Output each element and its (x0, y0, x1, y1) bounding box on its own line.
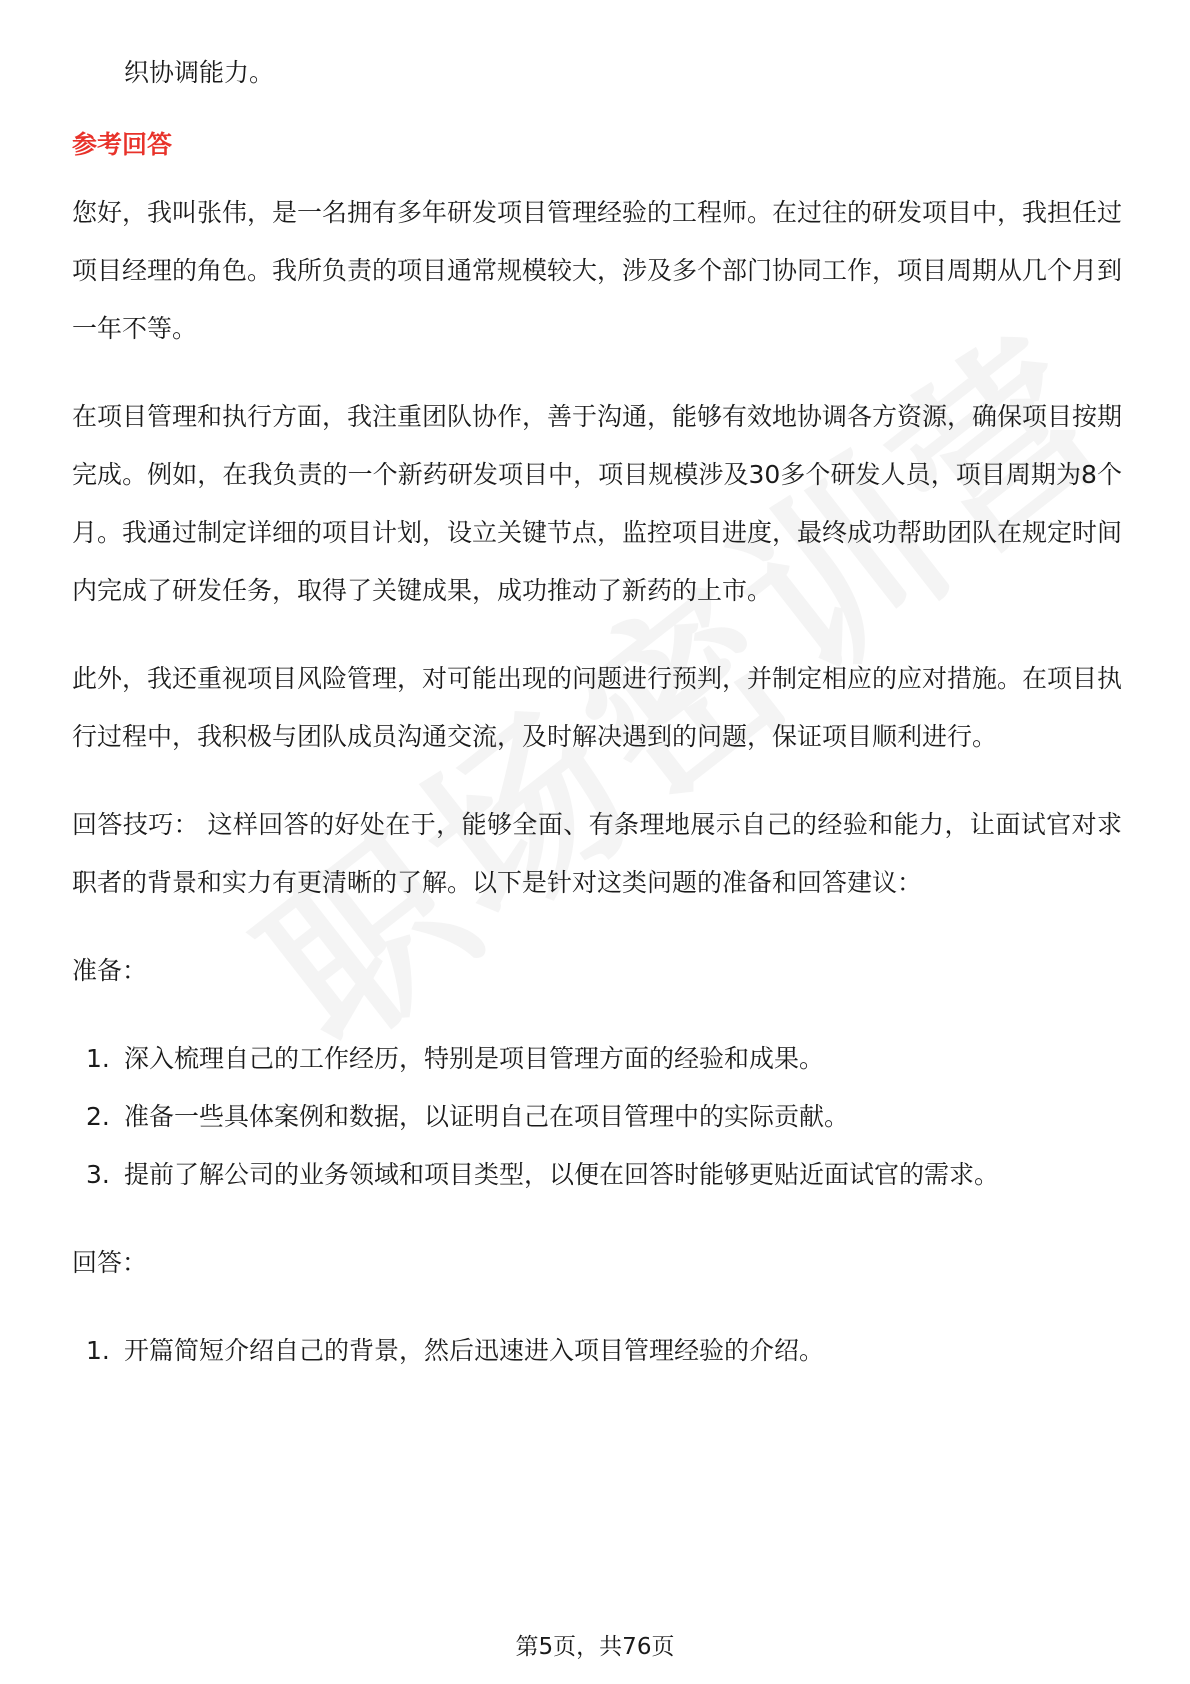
answer-list (72, 1322, 1122, 1380)
list-item (72, 1322, 1122, 1380)
page-footer: 第5页，共76页 (515, 1634, 675, 1660)
answer-paragraph-2: 在项目管理和执行方面，我注重团队协作，善于沟通，能够有效地协调各方资源，确保项目按期完成。例如，在我负责的一个新药研发项目中，项目规模涉及30多个研发人员，项目周期为8个月。我通过制定详细的项目计划，设立关键节点，监控项目进度，最终成功帮助团队在规定时间内完成了研发任务，取得了关键成果，成功推动了新药的上市。 (72, 402, 1123, 605)
answer-tips-paragraph: 回答技巧： 这样回答的好处在于，能够全面、有条理地展示自己的经验和能力，让面试官对求职者的背景和实力有更清晰的了解。以下是针对这类问题的准备和回答建议： (72, 810, 1122, 897)
answer-paragraph-1: 您好，我叫张伟，是一名拥有多年研发项目管理经验的工程师。在过往的研发项目中，我担任过项目经理的角色。我所负责的项目通常规模较大，涉及多个部门协同工作，项目周期从几个月到一年不等。 (72, 198, 1123, 343)
list-item-number: 3. (86, 1160, 110, 1189)
list-item-text: 开篇简短介绍自己的背景，然后迅速进入项目管理经验的介绍。 (124, 1336, 825, 1365)
reference-answer-title: 参考回答 (72, 130, 173, 159)
prepare-label: 准备： (72, 956, 148, 985)
list-item (72, 1030, 1122, 1088)
page-content (72, 44, 1122, 1410)
list-item (72, 1088, 1122, 1146)
list-item-text: 提前了解公司的业务领域和项目类型，以便在回答时能够更贴近面试官的需求。 (124, 1160, 1000, 1189)
list-item-text: 深入梳理自己的工作经历，特别是项目管理方面的经验和成果。 (124, 1044, 825, 1073)
list-item-number: 1. (86, 1336, 110, 1365)
list-item (72, 1146, 1122, 1204)
answer-label: 回答： (72, 1248, 148, 1277)
list-item-number: 2. (86, 1102, 110, 1131)
list-item-number: 1. (86, 1044, 110, 1073)
answer-paragraph-3: 此外，我还重视项目风险管理，对可能出现的问题进行预判，并制定相应的应对措施。在项目执行过程中，我积极与团队成员沟通交流，及时解决遇到的问题，保证项目顺利进行。 (72, 664, 1123, 751)
list-item-text: 准备一些具体案例和数据，以证明自己在项目管理中的实际贡献。 (124, 1102, 850, 1131)
continuation-text: 织协调能力。 (124, 58, 275, 87)
prepare-list (72, 1030, 1122, 1204)
